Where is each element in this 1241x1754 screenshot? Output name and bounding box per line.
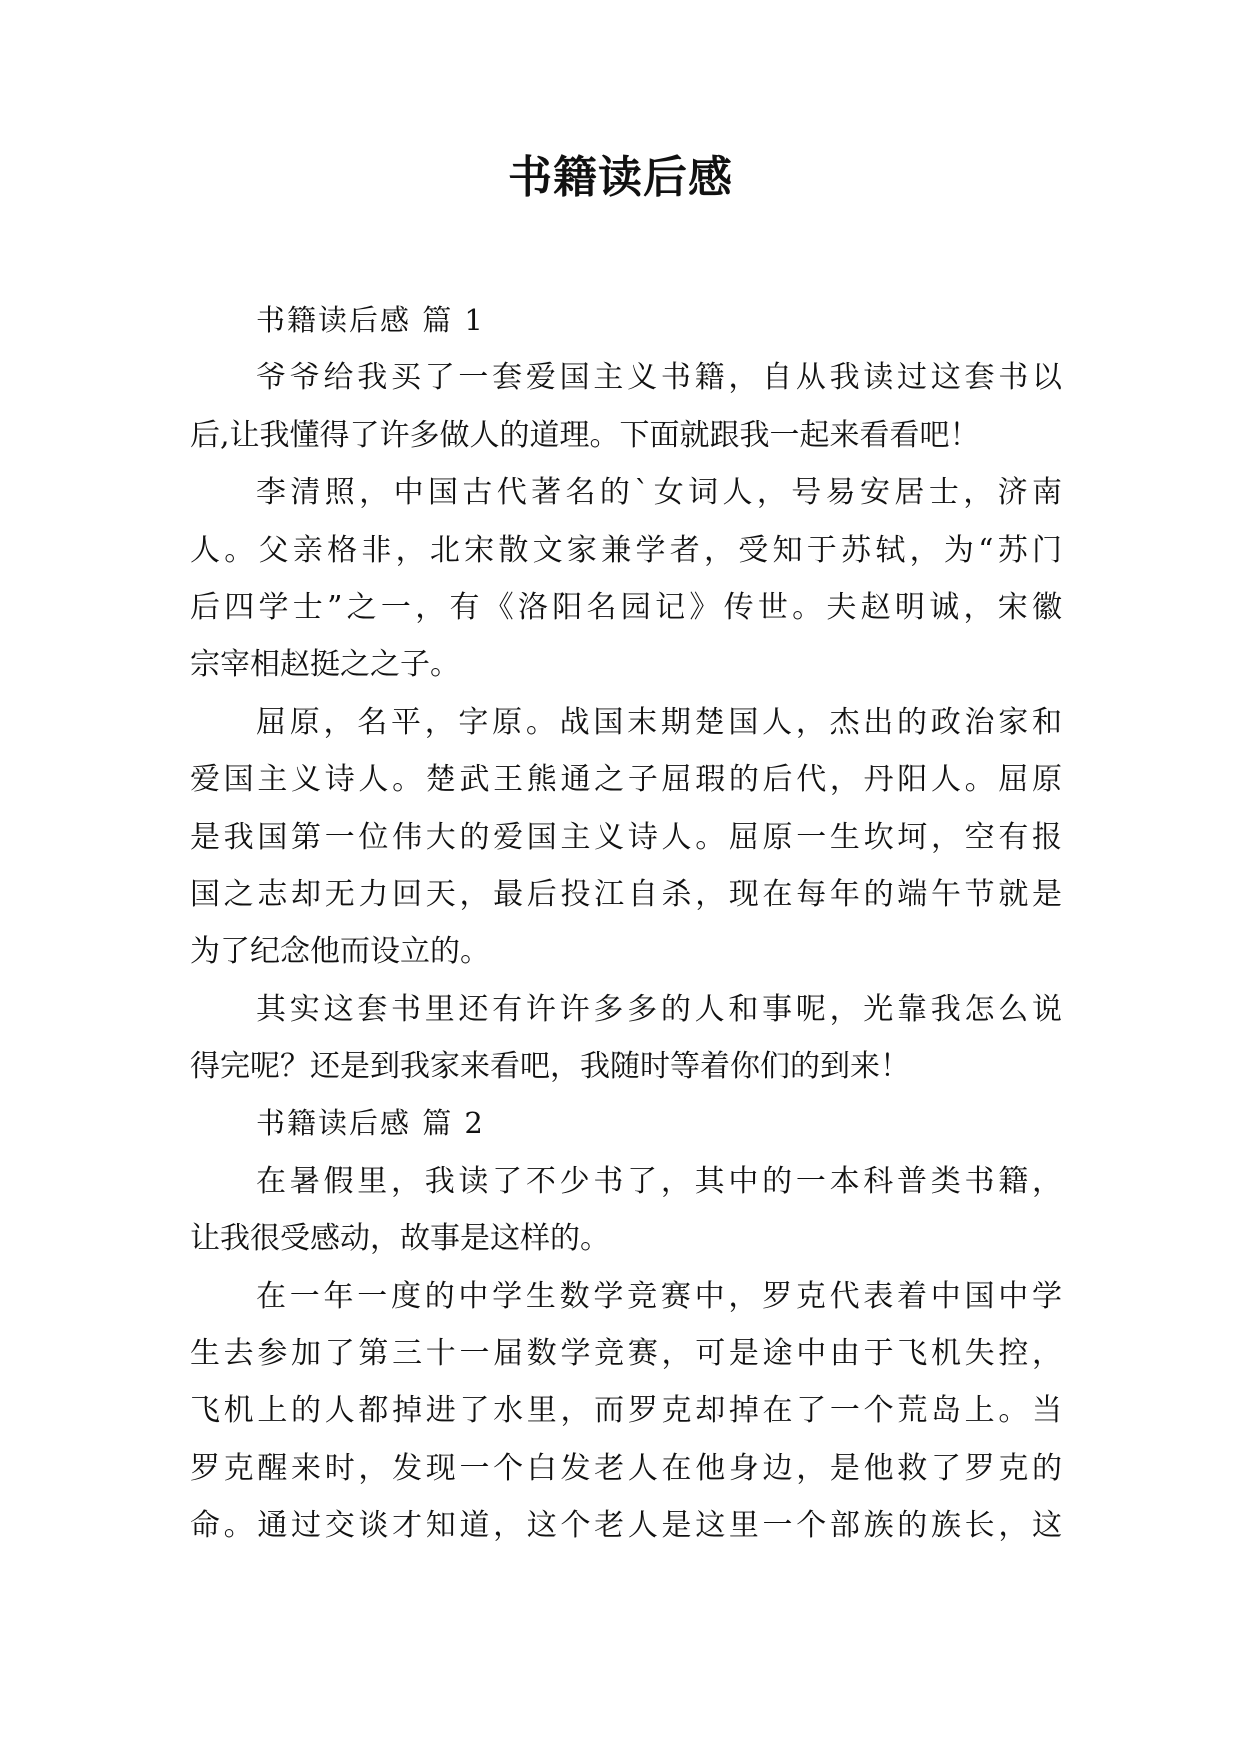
paragraph-line: 罗克醒来时，发现一个白发老人在他身边，是他救了罗克的 <box>190 1450 1062 1486</box>
section-heading: 书籍读后感 篇 1 <box>256 303 485 337</box>
paragraph-line: 宗宰相赵挺之之子。 <box>190 647 460 683</box>
paragraph-line: 在暑假里，我读了不少书了，其中的一本科普类书籍， <box>256 1163 1062 1199</box>
paragraph-line: 为了纪念他而设立的。 <box>190 934 490 970</box>
paragraph-line: 李清照，中国古代著名的`女词人，号易安居士，济南 <box>256 475 1062 511</box>
paragraph-line: 得完呢？还是到我家来看吧，我随时等着你们的到来！ <box>190 1049 910 1085</box>
paragraph-line: 人。父亲格非，北宋散文家兼学者，受知于苏轼，为“苏门 <box>190 532 1062 568</box>
paragraph-line: 爱国主义诗人。楚武王熊通之子屈瑕的后代，丹阳人。屈原 <box>190 762 1062 798</box>
paragraph-line: 命。通过交谈才知道，这个老人是这里一个部族的族长，这 <box>190 1508 1062 1544</box>
document-title: 书籍读后感 <box>508 152 733 203</box>
paragraph-line: 飞机上的人都掉进了水里，而罗克却掉在了一个荒岛上。当 <box>190 1393 1062 1429</box>
paragraph-line: 是我国第一位伟大的爱国主义诗人。屈原一生坎坷，空有报 <box>190 819 1062 855</box>
paragraph-line: 让我很受感动，故事是这样的。 <box>190 1221 610 1257</box>
paragraph-line: 后,让我懂得了许多做人的道理。下面就跟我一起来看看吧！ <box>190 417 980 453</box>
paragraph-line: 在一年一度的中学生数学竞赛中，罗克代表着中国中学 <box>256 1278 1062 1314</box>
document-body <box>190 292 1062 1555</box>
section-heading: 书籍读后感 篇 2 <box>256 1106 485 1141</box>
paragraph-line: 其实这套书里还有许许多多的人和事呢，光靠我怎么说 <box>256 991 1062 1027</box>
paragraph-line: 国之志却无力回天，最后投江自杀，现在每年的端午节就是 <box>190 876 1062 912</box>
paragraph-line: 后四学士”之一，有《洛阳名园记》传世。夫赵明诚，宋徽 <box>190 589 1062 625</box>
paragraph-line: 生去参加了第三十一届数学竞赛，可是途中由于飞机失控， <box>190 1336 1062 1372</box>
paragraph-line: 爷爷给我买了一套爱国主义书籍，自从我读过这套书以 <box>256 360 1062 396</box>
paragraph-line: 屈原，名平，字原。战国末期楚国人，杰出的政治家和 <box>256 704 1062 740</box>
